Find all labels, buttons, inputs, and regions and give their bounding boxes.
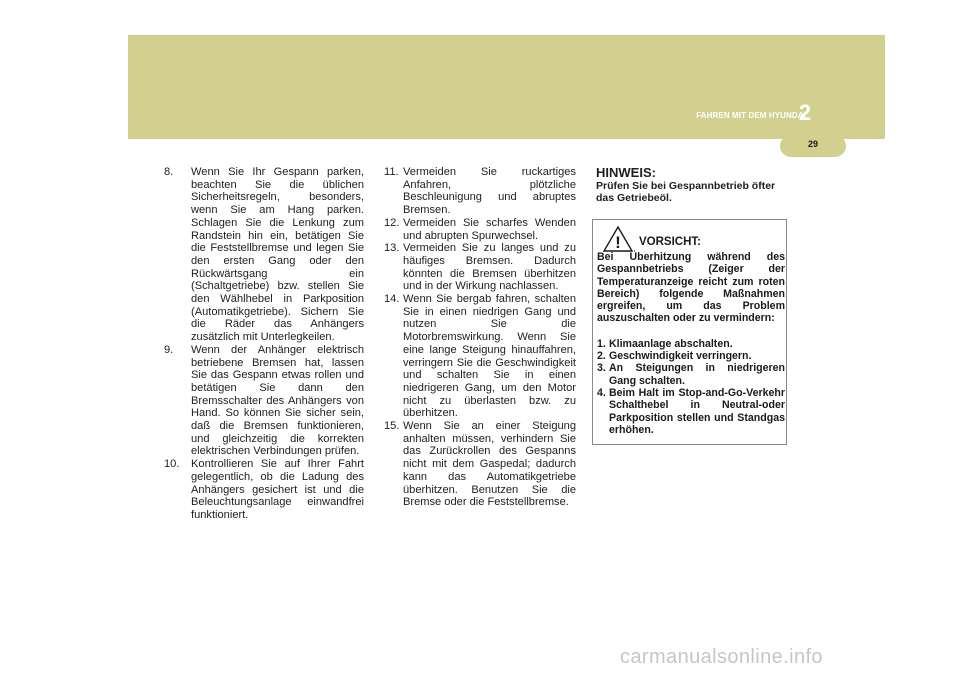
warning-list-item: [597, 338, 785, 350]
item-number: 13.: [384, 242, 400, 255]
item-number: 3.: [597, 362, 606, 375]
page-number: 29: [807, 139, 818, 149]
item-number: 15.: [384, 420, 400, 433]
item-text: Vermeiden Sie ruckartiges Anfahren, plötzliche Beschleunigung und abruptes Bremsen.: [403, 166, 576, 217]
item-text: Vermeiden Sie scharfes Wenden und abrupten Spurwechsel.: [403, 216, 576, 242]
warning-icon-symbol: !: [615, 233, 621, 252]
instructions-column-1: [164, 166, 364, 522]
item-number: 2.: [597, 350, 606, 363]
item-text: Wenn der Anhänger elektrisch betriebene Bremsen hat, lassen Sie das Gespann etwas rollen und betätigen Sie dann den Bremsschalter des Anhängers von Hand. So können Sie sicher sein, daß die Bremsen funktionieren, und gleichzeitig die korrekten elektrischen Verbindungen prüfen.: [191, 343, 364, 458]
header-band: [128, 35, 885, 139]
list-item: [384, 217, 576, 242]
item-number: 4.: [597, 386, 606, 399]
item-text: Kontrollieren Sie auf Ihrer Fahrt gelegentlich, ob die Ladung des Anhängers gesichert ist und die Beleuchtungsanlage einwandfrei funktioniert.: [191, 458, 364, 521]
item-text: Klimaanlage abschalten.: [609, 337, 733, 350]
warning-title: VORSICHT:: [639, 236, 701, 248]
warning-list-item: [597, 362, 785, 387]
item-number: 8.: [164, 166, 174, 178]
warning-body: [597, 251, 785, 436]
chapter-title: FAHREN MIT DEM HYUNDAI: [696, 111, 806, 120]
chapter-number: 2: [798, 100, 812, 125]
item-number: 1.: [597, 337, 606, 350]
item-text: Vermeiden Sie zu langes und zu häufiges Bremsen. Dadurch könnten die Bremsen überhitzen und in der Wirkung nachlassen.: [403, 242, 576, 293]
item-text: Beim Halt im Stop-and-Go-Verkehr Schalthebel in Neutral-oder Parkposition stellen und Standgas erhöhen.: [609, 386, 785, 436]
list-item: [384, 420, 576, 509]
warning-list-item: [597, 387, 785, 436]
item-text: Wenn Sie Ihr Gespann parken, beachten Sie die üblichen Sicherheitsregeln, besonders, wenn Sie am Hang parken. Schlagen Sie die Lenkung zum Randstein hin ein, betätigen Sie die Feststellbremse und legen Sie den ersten Gang oder den Rückwärtsgang ein (Schaltgetriebe) bzw. stellen Sie den Wählhebel in Parkposition (Automatikgetriebe). Sichern Sie die Räder das Anhängers zusätzlich mit Unterlegkeilen.: [191, 166, 364, 344]
item-text: Wenn Sie an einer Steigung anhalten müssen, verhindern Sie das Zurückrollen des Gespanns nicht mit dem Gaspedal; dadurch kann das Automatikgetriebe überhitzen. Benutzen Sie die Bremse oder die Feststellbremse.: [403, 420, 576, 509]
item-number: 10.: [164, 458, 180, 471]
warning-box: [592, 219, 787, 445]
item-number: 12.: [384, 216, 400, 229]
list-item: [164, 166, 364, 344]
warning-icon: [603, 226, 633, 252]
item-number: 14.: [384, 293, 400, 306]
note-text: Prüfen Sie bei Gespannbetrieb öfter das Getriebeöl.: [596, 180, 776, 204]
note-heading: HINWEIS:: [596, 165, 656, 180]
item-text: Wenn Sie bergab fahren, schalten Sie in einen niedrigen Gang und nutzen Sie die Motorbremswirkung. Wenn Sie eine lange Steigung hinauffahren, verringern Sie die Geschwindigkeit und schalten Sie in einen niedrigeren Gang, um den Motor nicht zu überlasten bzw. zu überhitzen.: [403, 293, 576, 420]
item-number: 9.: [164, 343, 174, 356]
list-item: [384, 242, 576, 293]
warning-list: [597, 338, 785, 436]
item-text: An Steigungen in niedrigeren Gang schalten.: [609, 362, 785, 387]
list-item: [384, 166, 576, 217]
list-item: [384, 293, 576, 420]
item-number: 11.: [384, 166, 399, 178]
warning-intro: Bei Überhitzung während des Gespannbetriebs (Zeiger der Temperaturanzeige reicht zum roten Bereich) folgende Maßnahmen ergreifen, um das Problem auszuschalten oder zu vermindern:: [597, 251, 785, 325]
note-section: [596, 166, 788, 204]
item-text: Geschwindigkeit verringern.: [609, 350, 752, 363]
warning-list-item: [597, 350, 785, 362]
instructions-column-2: [384, 166, 576, 509]
list-item: [164, 458, 364, 522]
list-item: [164, 344, 364, 458]
watermark: carmanualsonline.info: [620, 646, 823, 668]
